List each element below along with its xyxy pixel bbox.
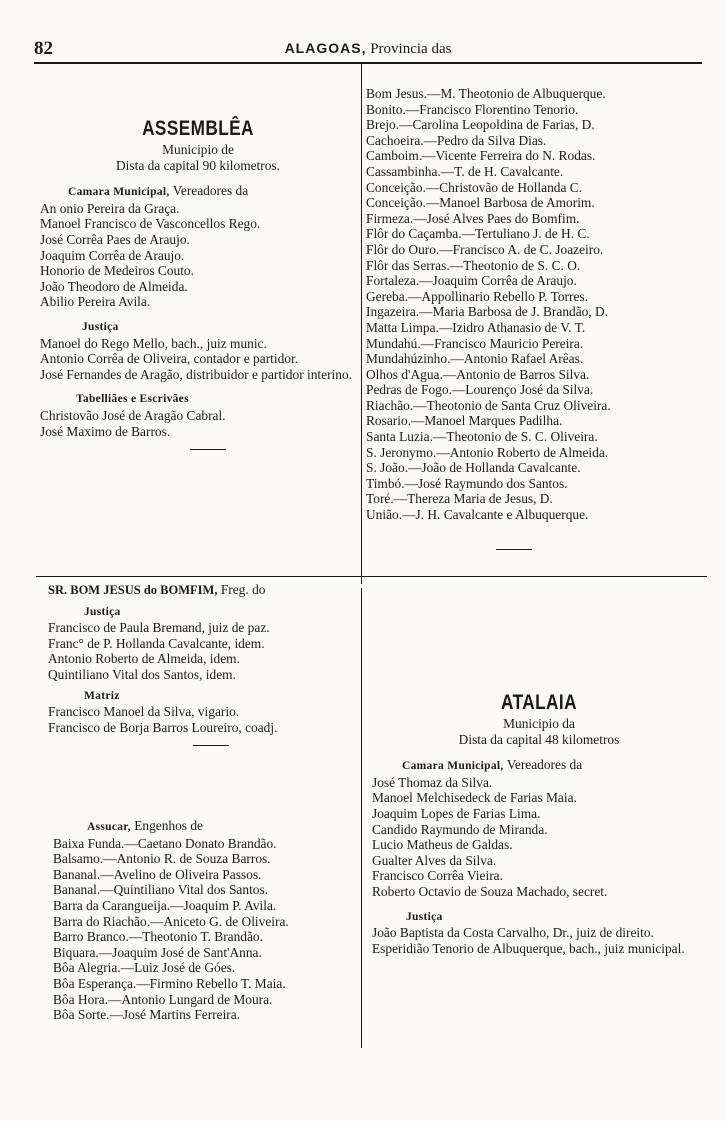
engenho-line: Mundahú.—Francisco Mauricio Pereira. [366, 335, 584, 351]
engenho-line: S. Jeronymo.—Antonio Roberto de Almeida. [366, 444, 609, 460]
section-assucar [53, 818, 361, 1023]
header-rule [34, 62, 702, 64]
vereador-line: Honorio de Medeiros Couto. [40, 263, 194, 279]
justica-line: Manoel do Rego Mello, bach., juiz munic. [40, 335, 267, 351]
section-divider-left [36, 576, 361, 577]
engenho-line: Olhos d'Agua.—Antonio de Barros Silva. [366, 366, 590, 382]
justica-line: Francisco de Paula Bremand, juiz de paz. [48, 620, 270, 636]
page-header [34, 38, 702, 64]
matriz-heading: Matriz [84, 689, 120, 702]
municipality-line: Municipio de [162, 142, 234, 157]
assucar-heading [53, 818, 361, 836]
justica-line: João Baptista da Costa Carvalho, Dr., juiz de direito. [372, 925, 654, 941]
matriz-line: Francisco Manoel da Silva, vigario. [48, 704, 240, 720]
engenho-line: Barra da Carangueija.—Joaquim P. Avila. [53, 897, 277, 913]
section-engenhos-continued [366, 86, 706, 550]
engenho-line: Camboim.—Vicente Ferreira do N. Rodas. [366, 148, 596, 164]
running-title [34, 40, 702, 58]
engenho-line: Matta Limpa.—Izidro Athanasio de V. T. [366, 319, 586, 335]
engenho-line: Baixa Funda.—Caetano Donato Brandão. [53, 835, 277, 851]
section-bom-jesus [48, 582, 360, 746]
engenho-line: Flôr das Serras.—Theotonio de S. C. O. [366, 257, 581, 273]
parish-title: SR. BOM JESUS do BOMFIM, [48, 583, 218, 597]
section-atalaia [372, 690, 706, 956]
engenho-line: Firmeza.—José Alves Paes do Bomfim. [366, 210, 580, 226]
municipality-title: ASSEMBLÊA [142, 117, 254, 140]
engenho-line: Balsamo.—Antonio R. de Souza Barros. [53, 851, 271, 867]
camara-heading [372, 757, 706, 775]
running-title-province: ALAGOAS, [284, 40, 367, 56]
municipality-title: ATALAIA [501, 691, 577, 714]
matriz-line: Francisco de Borja Barros Loureiro, coadj. [48, 719, 278, 735]
engenho-line: Flôr do Caçamba.—Tertuliano J. de H. C. [366, 226, 590, 242]
justica-heading: Justiça [82, 320, 119, 333]
engenho-line: Bom Jesus.—M. Theotonio de Albuquerque. [366, 86, 606, 101]
engenho-line: Cachoeira.—Pedro da Silva Dias. [366, 132, 547, 148]
engenho-line: Bananal.—Quintiliano Vital dos Santos. [53, 882, 269, 898]
column-divider-lower [361, 588, 362, 1048]
justica-heading: Justiça [406, 910, 443, 923]
justica-line: Antonio Corrêa de Oliveira, contador e partidor. [40, 351, 299, 367]
distance-line: Dista da capital 90 kilometros. [116, 157, 280, 173]
engenho-line: Bôa Alegria.—Luiz José de Góes. [53, 960, 236, 976]
engenho-line: Pedras de Fogo.—Lourenço José da Silva. [366, 382, 594, 398]
engenho-line: Mundahúzinho.—Antonio Rafael Arêas. [366, 351, 584, 367]
vereador-line: João Theodoro de Almeida. [40, 278, 188, 294]
engenho-line: Bôa Hora.—Antonio Lungard de Moura. [53, 991, 273, 1007]
engenho-line: Santa Luzia.—Theotonio de S. C. Oliveira. [366, 429, 598, 445]
parish-title-rest: Freg. do [220, 582, 266, 597]
justica-line: José Fernandes de Aragão, distribuidor e partidor interino. [40, 366, 352, 382]
engenho-line: Fortaleza.—Joaquim Corrêa de Araujo. [366, 273, 577, 289]
camara-heading-label: Camara Municipal, [68, 186, 170, 199]
engenho-line: União.—J. H. Cavalcante e Albuquerque. [366, 507, 589, 523]
engenho-line: Brejo.—Carolina Leopoldina de Farias, D. [366, 117, 595, 133]
engenho-line: Gereba.—Appollinario Rebello P. Torres. [366, 288, 588, 304]
engenho-line: Bôa Sorte.—José Martins Ferreira. [53, 1007, 241, 1023]
tabelliao-line: José Maximo de Barros. [40, 423, 171, 439]
section-divider-right [362, 576, 707, 577]
engenho-line: Conceição.—Christovão de Hollanda C. [366, 179, 583, 195]
column-divider-upper [361, 64, 362, 584]
vereador-line: José Thomaz da Silva. [372, 774, 493, 790]
engenho-line: Ingazeira.—Maria Barbosa de J. Brandão, D. [366, 304, 609, 320]
camara-heading-rest: Vereadores da [172, 183, 249, 199]
engenho-line: Flôr do Ouro.—Francisco A. de C. Joazeiro. [366, 241, 604, 257]
short-rule [190, 449, 226, 450]
engenho-line: Cassambinha.—T. de H. Cavalcante. [366, 163, 564, 179]
parish-heading [48, 582, 360, 599]
vereador-line: Francisco Corrêa Vieira. [372, 868, 503, 884]
camara-heading-rest: Vereadores da [506, 757, 583, 773]
vereador-line: Candido Raymundo de Miranda. [372, 821, 548, 837]
short-rule [193, 745, 229, 746]
assucar-heading-rest: Engenhos de [134, 818, 204, 833]
justica-line: Quintiliano Vital dos Santos, idem. [48, 666, 236, 682]
page-number: 82 [34, 38, 53, 59]
assucar-heading-label: Assucar, [87, 821, 131, 833]
vereador-line: Manoel Francisco de Vasconcellos Rego. [40, 216, 261, 232]
engenho-line: Biquara.—Joaquim José de Sant'Anna. [53, 944, 262, 960]
vereador-line: Joaquim Lopes de Farias Lima. [372, 805, 541, 821]
engenho-line: Rosario.—Manoel Marques Padilha. [366, 413, 563, 429]
engenho-line: Timbó.—José Raymundo dos Santos. [366, 475, 568, 491]
justica-heading: Justiça [84, 605, 121, 618]
municipality-line: Municipio da [503, 716, 575, 731]
section-assemblea [40, 116, 356, 450]
vereador-line: Joaquim Corrêa de Araujo. [40, 247, 185, 263]
running-title-rest: Provincia das [370, 41, 452, 57]
vereador-line: An onio Pereira da Graça. [40, 200, 180, 216]
engenho-line: Bananal.—Avelino de Oliveira Passos. [53, 866, 262, 882]
tabelliao-line: Christovão José de Aragão Cabral. [40, 407, 226, 423]
engenho-line: Riachão.—Theotonio de Santa Cruz Oliveira. [366, 397, 611, 413]
engenho-line: Toré.—Thereza Maria de Jesus, D. [366, 491, 553, 507]
short-rule [496, 549, 532, 550]
justica-line: Franc° de P. Hollanda Cavalcante, idem. [48, 635, 265, 651]
vereador-line: Manoel Melchisedeck de Farias Maia. [372, 790, 577, 806]
vereador-line: Roberto Octavio de Souza Machado, secret. [372, 883, 608, 899]
engenho-line: Barro Branco.—Theotonio T. Brandão. [53, 929, 263, 945]
justica-line: Antonio Roberto de Almeida, idem. [48, 651, 240, 667]
vereador-line: José Corrêa Paes de Araujo. [40, 231, 190, 247]
distance-line: Dista da capital 48 kilometros [458, 731, 620, 747]
engenho-line: Conceição.—Manoel Barbosa de Amorim. [366, 195, 595, 211]
engenho-line: Barra do Riachão.—Aniceto G. de Oliveira. [53, 913, 289, 929]
vereador-line: Lucio Matheus de Galdas. [372, 837, 513, 853]
engenho-line: Bôa Esperança.—Firmino Rebello T. Maia. [53, 975, 286, 991]
engenho-line: S. João.—João de Hollanda Cavalcante. [366, 460, 581, 476]
tabelliaes-heading: Tabelliães e Escrivães [76, 393, 189, 406]
vereador-line: Abilio Pereira Avila. [40, 294, 151, 310]
engenho-line: Bonito.—Francisco Florentino Tenorio. [366, 101, 579, 117]
camara-heading [40, 183, 356, 201]
justica-line: Esperidião Tenorio de Albuquerque, bach., juiz municipal. [372, 940, 685, 956]
vereador-line: Gualter Alves da Silva. [372, 852, 497, 868]
camara-heading-label: Camara Municipal, [402, 760, 504, 773]
